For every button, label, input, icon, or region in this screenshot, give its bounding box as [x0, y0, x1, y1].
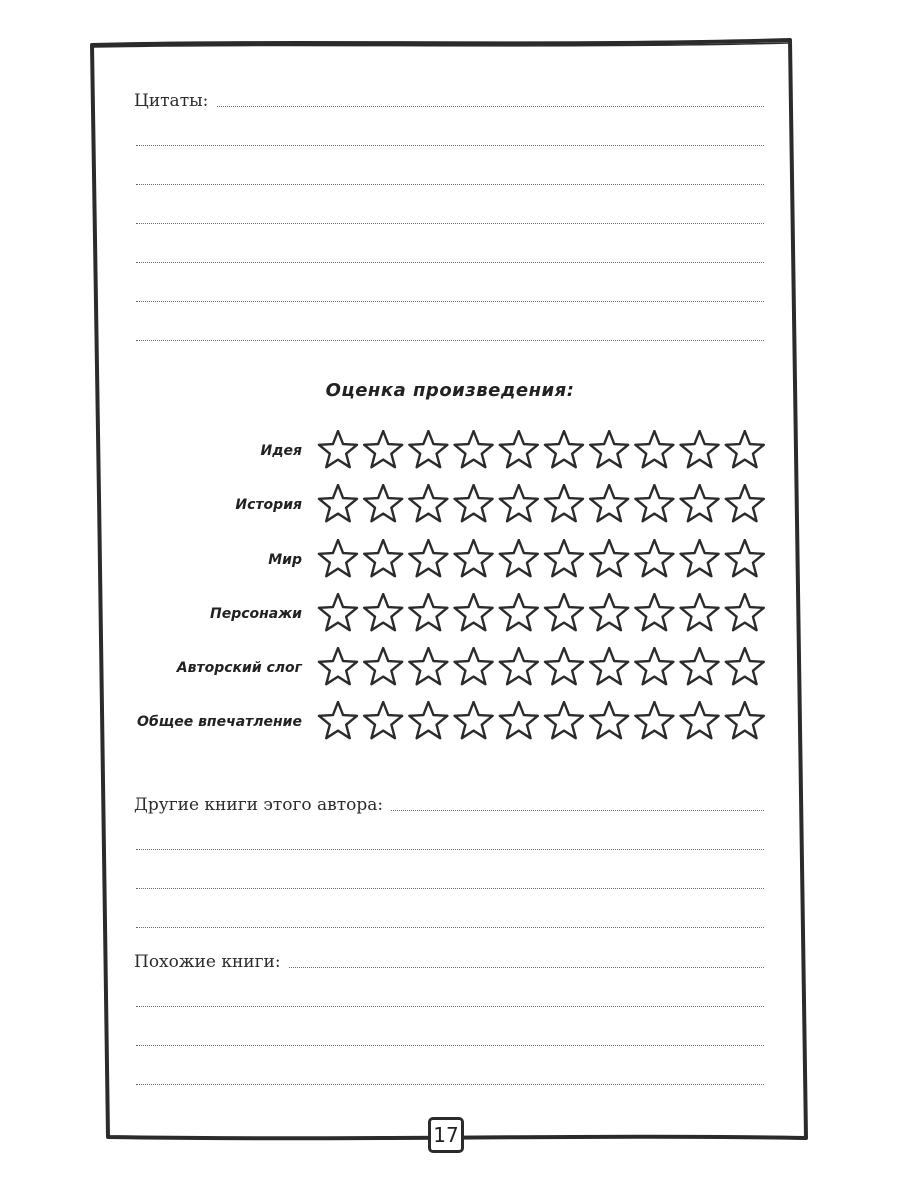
- star-icon[interactable]: [500, 540, 538, 576]
- star-icon[interactable]: [681, 431, 719, 467]
- star-icon[interactable]: [364, 594, 402, 630]
- criterion-label-characters: Персонажи: [209, 606, 302, 622]
- star-icon[interactable]: [590, 702, 628, 738]
- star-icon[interactable]: [545, 594, 583, 630]
- star-icon[interactable]: [500, 485, 538, 521]
- star-icon[interactable]: [319, 594, 357, 630]
- star-icon[interactable]: [681, 540, 719, 576]
- criterion-label-style: Авторский слог: [176, 660, 302, 676]
- star-icon[interactable]: [590, 431, 628, 467]
- star-icon[interactable]: [635, 648, 673, 684]
- star-icon[interactable]: [409, 485, 447, 521]
- star-icon[interactable]: [319, 540, 357, 576]
- quotes-line[interactable]: [136, 301, 764, 302]
- other-books-label: Другие книги этого автора:: [134, 795, 391, 815]
- star-icon[interactable]: [590, 540, 628, 576]
- star-icon[interactable]: [590, 485, 628, 521]
- star-icon[interactable]: [681, 594, 719, 630]
- star-row-idea[interactable]: [316, 430, 771, 472]
- star-icon[interactable]: [364, 702, 402, 738]
- criterion-label-overall: Общее впечатление: [137, 714, 302, 730]
- quotes-line[interactable]: [136, 262, 764, 263]
- star-icon[interactable]: [319, 702, 357, 738]
- star-icon[interactable]: [545, 702, 583, 738]
- star-icon[interactable]: [545, 485, 583, 521]
- star-row-characters[interactable]: [316, 593, 771, 635]
- star-icon[interactable]: [590, 594, 628, 630]
- star-icon[interactable]: [681, 648, 719, 684]
- page-number: 17: [428, 1117, 464, 1153]
- star-icon[interactable]: [319, 431, 357, 467]
- rating-title: Оценка произведения:: [325, 380, 575, 401]
- criterion-label-idea: Идея: [260, 443, 302, 459]
- star-icon[interactable]: [726, 702, 764, 738]
- star-row-world[interactable]: [316, 539, 771, 581]
- star-icon[interactable]: [409, 431, 447, 467]
- star-icon[interactable]: [455, 594, 493, 630]
- other-books-line[interactable]: [136, 927, 764, 928]
- quotes-line[interactable]: [136, 340, 764, 341]
- star-icon[interactable]: [409, 594, 447, 630]
- star-icon[interactable]: [364, 540, 402, 576]
- star-icon[interactable]: [319, 485, 357, 521]
- star-icon[interactable]: [319, 648, 357, 684]
- star-icon[interactable]: [500, 431, 538, 467]
- similar-books-line[interactable]: [136, 1006, 764, 1007]
- star-icon[interactable]: [455, 702, 493, 738]
- criterion-label-world: Мир: [268, 552, 302, 568]
- star-icon[interactable]: [635, 431, 673, 467]
- star-icon[interactable]: [409, 702, 447, 738]
- similar-books-label: Похожие книги:: [134, 952, 289, 972]
- star-icon[interactable]: [635, 540, 673, 576]
- star-icon[interactable]: [364, 431, 402, 467]
- star-icon[interactable]: [635, 594, 673, 630]
- star-icon[interactable]: [455, 485, 493, 521]
- star-icon[interactable]: [726, 648, 764, 684]
- other-books-line[interactable]: [136, 888, 764, 889]
- quotes-line[interactable]: [136, 106, 764, 107]
- star-icon[interactable]: [545, 540, 583, 576]
- star-icon[interactable]: [455, 540, 493, 576]
- star-icon[interactable]: [726, 485, 764, 521]
- quotes-label: Цитаты:: [134, 91, 216, 111]
- quotes-line[interactable]: [136, 184, 764, 185]
- similar-books-line[interactable]: [136, 1084, 764, 1085]
- star-icon[interactable]: [500, 594, 538, 630]
- star-icon[interactable]: [726, 594, 764, 630]
- star-icon[interactable]: [590, 648, 628, 684]
- quotes-line[interactable]: [136, 223, 764, 224]
- star-row-style[interactable]: [316, 647, 771, 689]
- criterion-label-story: История: [235, 497, 302, 513]
- star-icon[interactable]: [635, 485, 673, 521]
- star-icon[interactable]: [409, 648, 447, 684]
- other-books-line[interactable]: [136, 849, 764, 850]
- star-icon[interactable]: [635, 702, 673, 738]
- similar-books-line[interactable]: [136, 1045, 764, 1046]
- star-icon[interactable]: [681, 485, 719, 521]
- star-icon[interactable]: [500, 702, 538, 738]
- star-icon[interactable]: [500, 648, 538, 684]
- quotes-line[interactable]: [136, 145, 764, 146]
- star-icon[interactable]: [455, 648, 493, 684]
- star-icon[interactable]: [545, 431, 583, 467]
- star-icon[interactable]: [364, 485, 402, 521]
- star-icon[interactable]: [726, 540, 764, 576]
- star-icon[interactable]: [545, 648, 583, 684]
- star-icon[interactable]: [726, 431, 764, 467]
- star-icon[interactable]: [681, 702, 719, 738]
- star-icon[interactable]: [455, 431, 493, 467]
- star-icon[interactable]: [409, 540, 447, 576]
- star-icon[interactable]: [364, 648, 402, 684]
- star-row-story[interactable]: [316, 484, 771, 526]
- star-row-overall[interactable]: [316, 701, 771, 743]
